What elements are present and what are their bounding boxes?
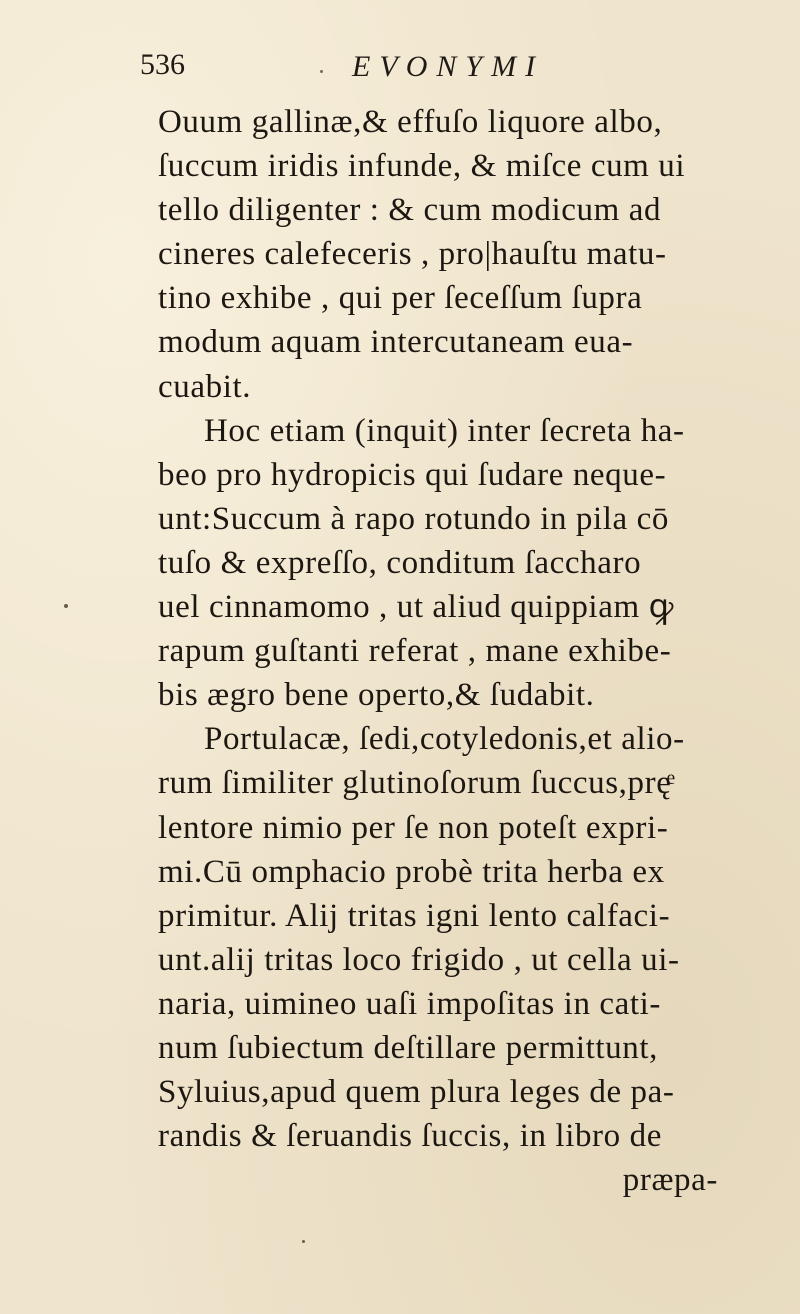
text-line: unt.alij tritas loco frigido , ut cella ui- — [158, 941, 680, 978]
header-dot — [320, 70, 323, 73]
text-line: num ſubiectum deſtillare permittunt, — [158, 1029, 658, 1066]
body-text — [158, 100, 758, 1202]
text-line: bis ægro bene operto,& ſudabit. — [158, 677, 595, 714]
text-line: Syluius,apud quem plura leges de pa- — [158, 1074, 675, 1111]
text-line: rapum guſtanti referat , mane exhibe- — [158, 633, 672, 670]
text-line: primitur. Alij tritas igni lento calfaci- — [158, 897, 671, 934]
text-line: ſuccum iridis infunde, & miſce cum ui — [158, 148, 686, 185]
paragraph-start-line: Hoc etiam (inquit) inter ſecreta ha- — [204, 412, 685, 449]
text-line: cineres calefeceris , pro|hauſtu matu- — [158, 236, 667, 273]
catchword: præpa- — [622, 1162, 718, 1199]
text-line: tuſo & expreſſo, conditum ſaccharo — [158, 544, 642, 581]
page-number: 536 — [140, 48, 185, 81]
paper-speck — [64, 604, 68, 608]
paragraph-start-line: Portulacæ, ſedi,cotyledonis,et alio- — [204, 721, 685, 758]
text-line: unt:Succum à rapo rotundo in pila cō — [158, 500, 669, 537]
text-line: randis & ſeruandis ſuccis, in libro de — [158, 1118, 662, 1155]
page-header — [130, 48, 690, 88]
text-line: uel cinnamomo , ut aliud quippiam ꝙ — [158, 589, 674, 626]
running-head: EVONYMI — [352, 50, 545, 83]
text-line: modum aquam intercutaneam eua- — [158, 324, 634, 361]
text-line: tello diligenter : & cum modicum ad — [158, 192, 662, 229]
text-line: beo pro hydropicis qui ſudare neque- — [158, 456, 667, 493]
text-line: mi.Cū omphacio probè trita herba ex — [158, 853, 665, 890]
text-line: cuabit. — [158, 368, 252, 405]
text-line: lentore nimio per ſe non poteſt expri- — [158, 809, 669, 846]
text-line: tino exhibe , qui per ſeceſſum ſupra — [158, 280, 643, 317]
paper-speck — [302, 1240, 305, 1243]
text-line: rum ſimiliter glutinoſorum ſuccus,pręͤ — [158, 765, 672, 802]
text-line: Ouum gallinæ,& effuſo liquore albo, — [158, 104, 663, 140]
text-line: naria, uimineo uaſi impoſitas in cati- — [158, 985, 662, 1022]
